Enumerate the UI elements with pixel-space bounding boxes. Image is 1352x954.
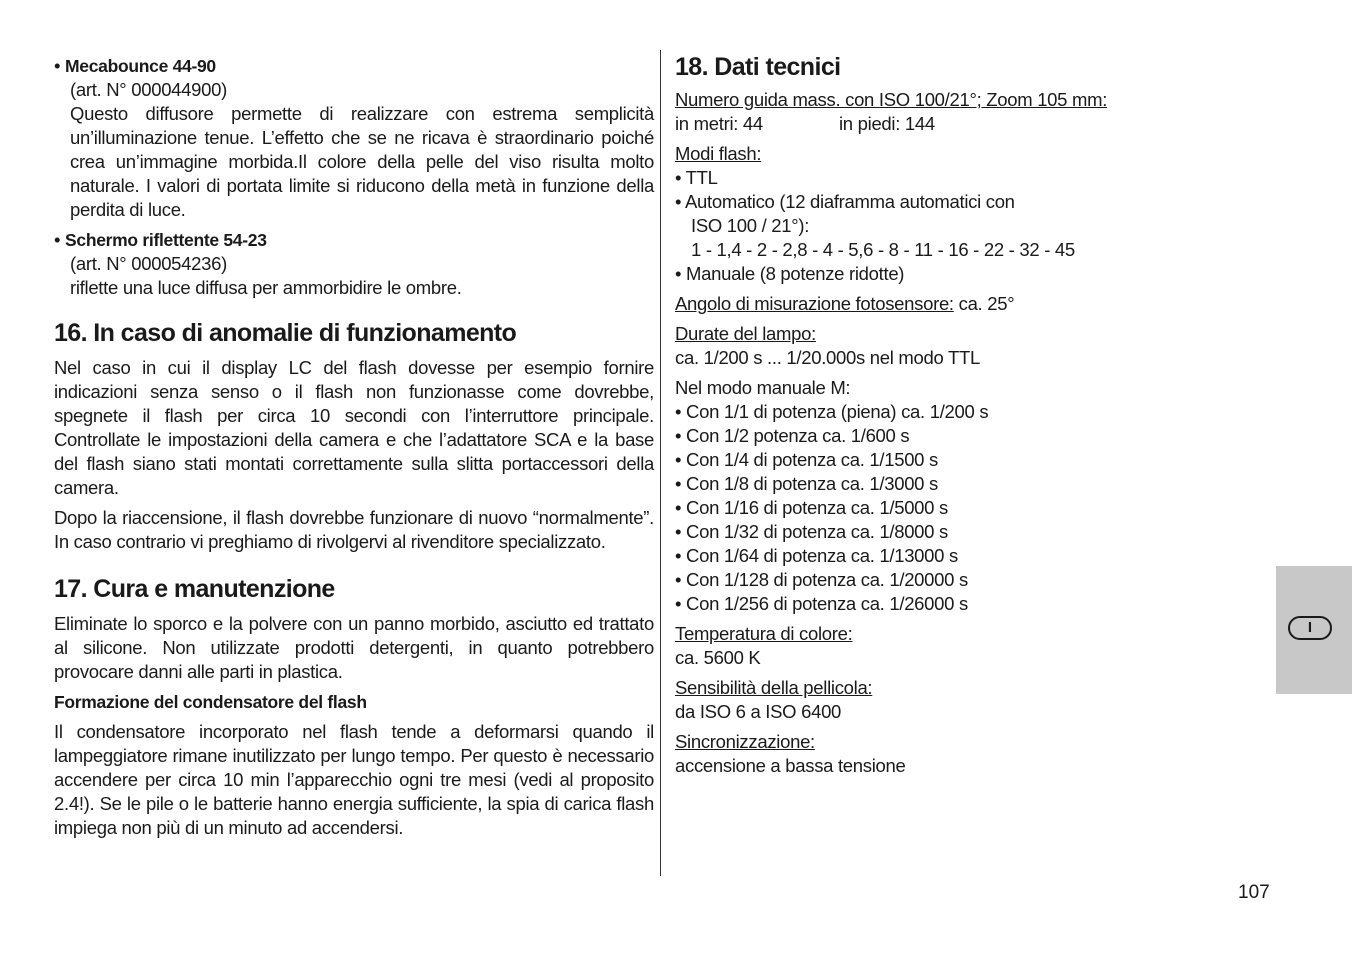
flash-mode-auto-iso: ISO 100 / 21°): <box>691 215 810 236</box>
manual-mode-block <box>675 376 1155 616</box>
flash-mode-ttl: • TTL <box>675 167 718 188</box>
duration-list-item: • Con 1/2 potenza ca. 1/600 s <box>675 425 910 446</box>
angle-label: Angolo di misurazione fotosensore: <box>675 293 954 314</box>
duration-list-item: • Con 1/1 di potenza (piena) ca. 1/200 s <box>675 401 989 422</box>
angle-block <box>675 292 1155 316</box>
duration-ttl: ca. 1/200 s ... 1/20.000s nel modo TTL <box>675 347 981 368</box>
column-divider <box>660 50 661 876</box>
sync-label: Sincronizzazione: <box>675 731 815 752</box>
accessory-art-number: (art. N° 000054236) <box>70 253 227 274</box>
section-17-paragraph-2: Il condensatore incorporato nel flash tende a deformarsi quando il lampeggiatore rimane inutilizzato per lungo tempo. Per questo è necessario accendere per circa 10 min l’apparecchio ogni tre mesi (vedi al proposito 2.4!). Se le pile o le batterie hanno energia sufficiente, la spia di carica flash impiega non più di un minuto ad accendersi. <box>54 721 654 838</box>
accessory-mecabounce <box>54 54 654 222</box>
left-column <box>54 54 654 846</box>
duration-list-item: • Con 1/128 di potenza ca. 1/20000 s <box>675 569 968 590</box>
right-column <box>675 50 1155 784</box>
language-tab-letter: I <box>1288 616 1332 640</box>
angle-value: ca. 25° <box>953 293 1015 314</box>
accessory-name: • Mecabounce 44-90 <box>54 55 216 76</box>
condenser-subheading: Formazione del condensatore del flash <box>54 692 367 712</box>
guide-number-metres: in metri: 44 <box>675 113 763 134</box>
duration-list-item: • Con 1/16 di potenza ca. 1/5000 s <box>675 497 948 518</box>
section-16-paragraph-2: Dopo la riaccensione, il flash dovrebbe funzionare di nuovo “normalmente”. In caso contrario vi preghiamo di rivolgervi al rivenditore specializzato. <box>54 507 654 552</box>
flash-modes-label: Modi flash: <box>675 143 762 164</box>
flash-mode-auto: • Automatico (12 diaframma automatici con <box>675 191 1015 212</box>
duration-list-item: • Con 1/64 di potenza ca. 1/13000 s <box>675 545 958 566</box>
color-temp-label: Temperatura di colore: <box>675 623 853 644</box>
sync-value: accensione a bassa tensione <box>675 755 906 776</box>
section-16-paragraph-1: Nel caso in cui il display LC del flash dovesse per esempio fornire indicazioni senza senso o il flash non funzionasse come dovrebbe, spegnete il flash per circa 10 secondi con l’interruttore principale. Controllate le impostazioni della camera e che l’adattatore SCA e la base del flash siano stati montati correttamente sulla slitta portaccessori della camera. <box>54 357 654 498</box>
sync-block <box>675 730 1155 778</box>
page-number: 107 <box>1238 882 1270 903</box>
section-17-title: 17. Cura e manutenzione <box>54 575 335 603</box>
guide-number-feet: in piedi: 144 <box>839 113 935 134</box>
guide-number-values <box>675 112 1155 136</box>
duration-list-item: • Con 1/4 di potenza ca. 1/1500 s <box>675 449 938 470</box>
flash-mode-auto-apertures: 1 - 1,4 - 2 - 2,8 - 4 - 5,6 - 8 - 11 - 16 - 22 - 32 - 45 <box>691 239 1075 260</box>
accessory-art-number: (art. N° 000044900) <box>70 79 227 100</box>
section-18-title: 18. Dati tecnici <box>675 53 841 81</box>
accessory-reflector <box>54 228 654 300</box>
duration-list-item: • Con 1/32 di potenza ca. 1/8000 s <box>675 521 948 542</box>
manual-mode-label: Nel modo manuale M: <box>675 377 851 398</box>
guide-number-block <box>675 88 1155 136</box>
flash-modes-block <box>675 142 1155 286</box>
section-17-paragraph-1: Eliminate lo sporco e la polvere con un panno morbido, asciutto ed trattato al silicone. Non utilizzate prodotti detergenti, in quanto potrebbero provocare danni alle parti in plastica. <box>54 613 654 682</box>
color-temp-block <box>675 622 1155 670</box>
guide-number-label: Numero guida mass. con ISO 100/21°; Zoom 105 mm: <box>675 89 1108 110</box>
accessory-description: Questo diffusore permette di realizzare con estrema semplicità un’illuminazione tenue. L’effetto che se ne ricava è straordinario poiché crea un’immagine morbida.Il colore della pelle del viso risulta molto naturale. I valori di portata limite si riducono della metà in funzione della perdita di luce. <box>70 103 654 220</box>
accessory-name: • Schermo riflettente 54-23 <box>54 229 267 250</box>
film-speed-block <box>675 676 1155 724</box>
duration-block <box>675 322 1155 370</box>
flash-mode-manual: • Manuale (8 potenze ridotte) <box>675 263 905 284</box>
language-tab <box>1276 566 1352 694</box>
duration-label: Durate del lampo: <box>675 323 816 344</box>
duration-list-item: • Con 1/8 di potenza ca. 1/3000 s <box>675 473 938 494</box>
duration-list-item: • Con 1/256 di potenza ca. 1/26000 s <box>675 593 968 614</box>
film-speed-label: Sensibilità della pellicola: <box>675 677 873 698</box>
accessory-description: riflette una luce diffusa per ammorbidire le ombre. <box>70 277 462 298</box>
section-16-title: 16. In caso di anomalie di funzionamento <box>54 319 517 347</box>
color-temp-value: ca. 5600 K <box>675 647 761 668</box>
film-speed-value: da ISO 6 a ISO 6400 <box>675 701 842 722</box>
